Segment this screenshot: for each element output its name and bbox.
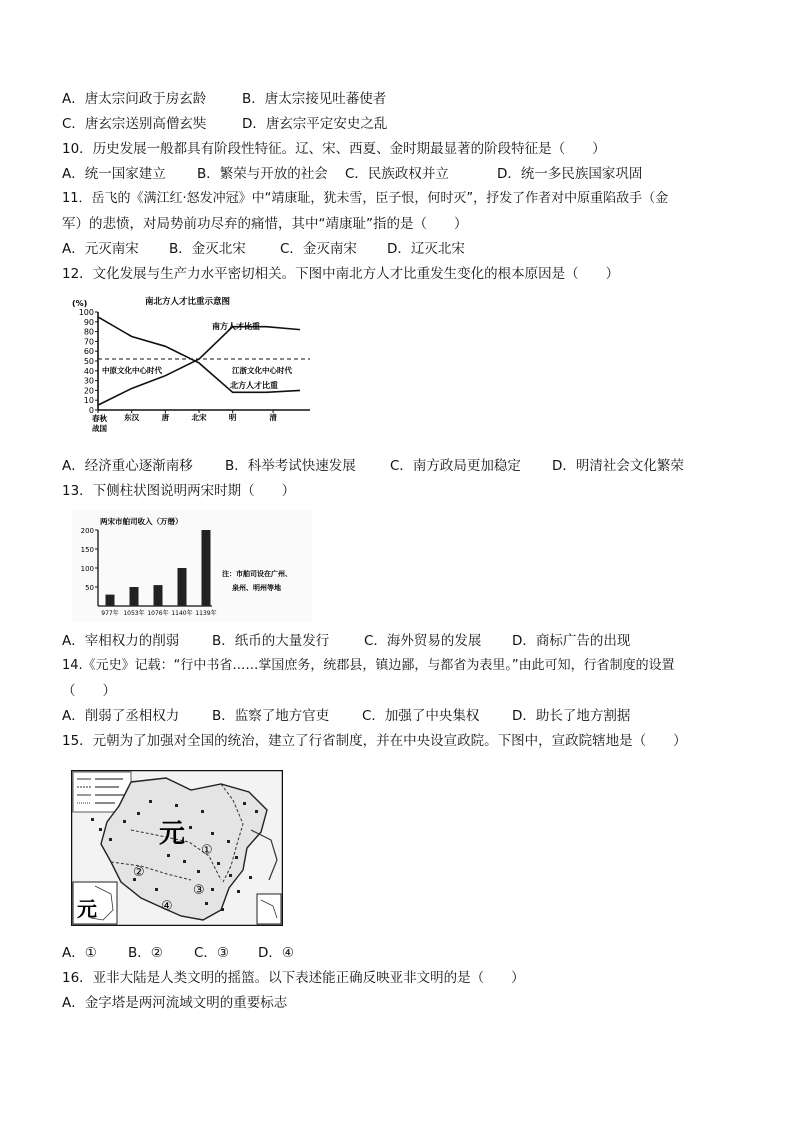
south-series-label: 南方人才比重 — [212, 322, 260, 331]
line-chart-ytick-label: 30 — [83, 376, 94, 386]
q10-option-c: C．民族政权并立 — [345, 166, 449, 182]
q15-options — [62, 944, 294, 962]
bar-chart-ytick-label: 50 — [85, 584, 94, 592]
q13-stem: 13．下侧柱状图说明两宋时期（ ） — [62, 483, 296, 499]
q10-option-a: A．统一国家建立 — [62, 166, 166, 182]
q13-option-c: C．海外贸易的发展 — [364, 633, 482, 649]
maritime-revenue-bar-chart — [72, 510, 312, 622]
q16-option-a: A．金字塔是两河流域文明的重要标志 — [62, 995, 288, 1011]
q9-option-c: C．唐玄宗送别高僧玄奘 — [62, 116, 207, 132]
bar-chart-xtick-label: 977年 — [101, 610, 119, 617]
map-marker-2: ② — [133, 865, 145, 880]
q15-option-a: A．① — [62, 945, 97, 961]
map-marker-1: ① — [201, 843, 213, 858]
q9-options-row2 — [62, 115, 388, 133]
line-chart-ytick-label: 100 — [78, 308, 94, 317]
bar-chart-ytick-label: 150 — [80, 546, 94, 554]
q9-options-row1 — [62, 90, 387, 108]
line-chart-xtick-label: 清 — [269, 413, 277, 422]
bar-chart-bar — [154, 585, 163, 606]
bar-chart-xtick-label: 1076年 — [147, 610, 169, 617]
line-chart-ytick-label: 70 — [83, 337, 94, 347]
line-chart-ylabel: (%) — [72, 299, 88, 308]
line-chart-ytick-label: 90 — [83, 317, 94, 327]
bar-chart-note-line2: 泉州、明州等地 — [232, 584, 281, 592]
yuan-dynasty-map — [71, 770, 283, 926]
q11-stem-line1: 11．岳飞的《满江红·怒发冲冠》中“靖康耻，犹未雪，臣子恨，何时灭”，抒发了作者对中原重陷敌手（金 — [62, 191, 669, 206]
q10-option-b: B．繁荣与开放的社会 — [197, 166, 328, 182]
q11-option-d: D．辽灭北宋 — [387, 241, 465, 257]
map-marker-3: ③ — [193, 883, 205, 898]
q12-option-c: C．南方政局更加稳定 — [390, 458, 521, 474]
line-chart-xtick-label: 明 — [228, 413, 237, 422]
q14-option-d: D．助长了地方割据 — [512, 708, 631, 724]
bar-chart-bar — [130, 587, 139, 606]
q13-options — [62, 632, 631, 650]
q12-options — [62, 457, 684, 475]
bar-chart-xtick-label: 1053年 — [123, 610, 145, 617]
q10-option-d: D．统一多民族国家巩固 — [497, 166, 643, 182]
q13-option-b: B．纸币的大量发行 — [212, 633, 330, 649]
q14-stem-line1: 14.《元史》记载：“行中书省……掌国庶务，统郡县，镇边鄙，与都省为表里。”由此可知，行省制度的设置 — [62, 658, 675, 673]
q16-stem: 16．亚非大陆是人类文明的摇篮。以下表述能正确反映亚非文明的是（ ） — [62, 970, 525, 986]
bar-chart-bar — [202, 530, 211, 606]
q13-option-a: A．宰相权力的削弱 — [62, 633, 180, 649]
line-chart-ytick-label: 10 — [83, 396, 94, 406]
q13-option-d: D．商标广告的出现 — [512, 633, 631, 649]
north-series-label: 北方人才比重 — [230, 381, 278, 390]
map-south-sea-inset — [257, 894, 281, 924]
q14-option-b: B．监察了地方官吏 — [212, 708, 330, 724]
jiangzhe-era-label: 江浙文化中心时代 — [232, 366, 292, 375]
q15-option-d: D．④ — [258, 945, 294, 961]
central-plains-era-label: 中原文化中心时代 — [102, 366, 162, 375]
line-chart-ytick-label: 80 — [83, 327, 94, 337]
bar-chart-bar — [106, 595, 115, 606]
bar-chart-title: 两宋市舶司收入（万缗） — [100, 517, 183, 526]
bar-chart-ytick-label: 200 — [80, 527, 94, 535]
q14-options — [62, 707, 631, 725]
q12-option-d: D．明清社会文化繁荣 — [552, 458, 684, 474]
q12-option-b: B．科举考试快速发展 — [225, 458, 356, 474]
line-chart-title: 南北方人才比重示意图 — [145, 297, 231, 307]
q12-stem: 12．文化发展与生产力水平密切相关。下图中南北方人才比重发生变化的根本原因是（ ） — [62, 266, 620, 282]
q11-stem-line2: 军）的悲愤，对局势前功尽弃的痛惜，其中“靖康耻”指的是（ ） — [62, 216, 468, 232]
q11-option-c: C．金灭南宋 — [280, 241, 357, 257]
map-inset-label-yuan: 元 — [77, 897, 97, 921]
line-chart-xtick-label: 唐 — [161, 413, 170, 422]
line-chart-xtick-label: 东汉 — [124, 413, 140, 422]
map-label-yuan: 元 — [159, 819, 186, 849]
line-chart-ytick-label: 50 — [83, 357, 94, 366]
q15-option-b: B．② — [128, 945, 163, 961]
map-marker-4: ④ — [161, 899, 173, 914]
bar-chart-xtick-label: 1140年 — [171, 610, 193, 617]
q9-option-a: A．唐太宗问政于房玄龄 — [62, 91, 207, 107]
bar-chart-bar — [178, 568, 187, 606]
q11-options — [62, 240, 465, 258]
line-chart-ytick-label: 40 — [83, 366, 94, 376]
q14-option-a: A．削弱了丞相权力 — [62, 708, 180, 724]
bar-chart-xtick-label: 1139年 — [195, 610, 217, 617]
q14-stem-line2: （ ） — [62, 683, 116, 699]
q11-option-b: B．金灭北宋 — [169, 241, 246, 257]
talent-ratio-line-chart — [70, 292, 330, 442]
line-chart-xtick-label: 战国 — [92, 424, 107, 433]
q14-option-c: C．加强了中央集权 — [362, 708, 480, 724]
bar-chart-ytick-label: 100 — [80, 565, 94, 573]
q10-stem: 10．历史发展一般都具有阶段性特征。辽、宋、西夏、金时期最显著的阶段特征是（ ） — [62, 141, 606, 157]
q9-option-b: B．唐太宗接见吐蕃使者 — [242, 91, 387, 107]
line-chart-ytick-label: 20 — [83, 386, 94, 396]
q12-option-a: A．经济重心逐渐南移 — [62, 458, 193, 474]
q11-option-a: A．元灭南宋 — [62, 241, 139, 257]
line-chart-ytick-label: 0 — [88, 406, 94, 415]
line-chart-ytick-label: 60 — [83, 347, 94, 357]
line-chart-xtick-label: 北宋 — [191, 413, 207, 422]
q15-stem: 15．元朝为了加强对全国的统治，建立了行省制度，并在中央设宣政院。下图中，宣政院辖地是（ ） — [62, 733, 687, 749]
q15-option-c: C．③ — [194, 945, 230, 961]
bar-chart-note-line1: 注：市舶司设在广州、 — [222, 570, 292, 578]
q9-option-d: D．唐玄宗平定安史之乱 — [242, 116, 388, 132]
q10-options — [62, 165, 643, 183]
line-chart-xtick-label: 春秋 — [92, 414, 107, 423]
